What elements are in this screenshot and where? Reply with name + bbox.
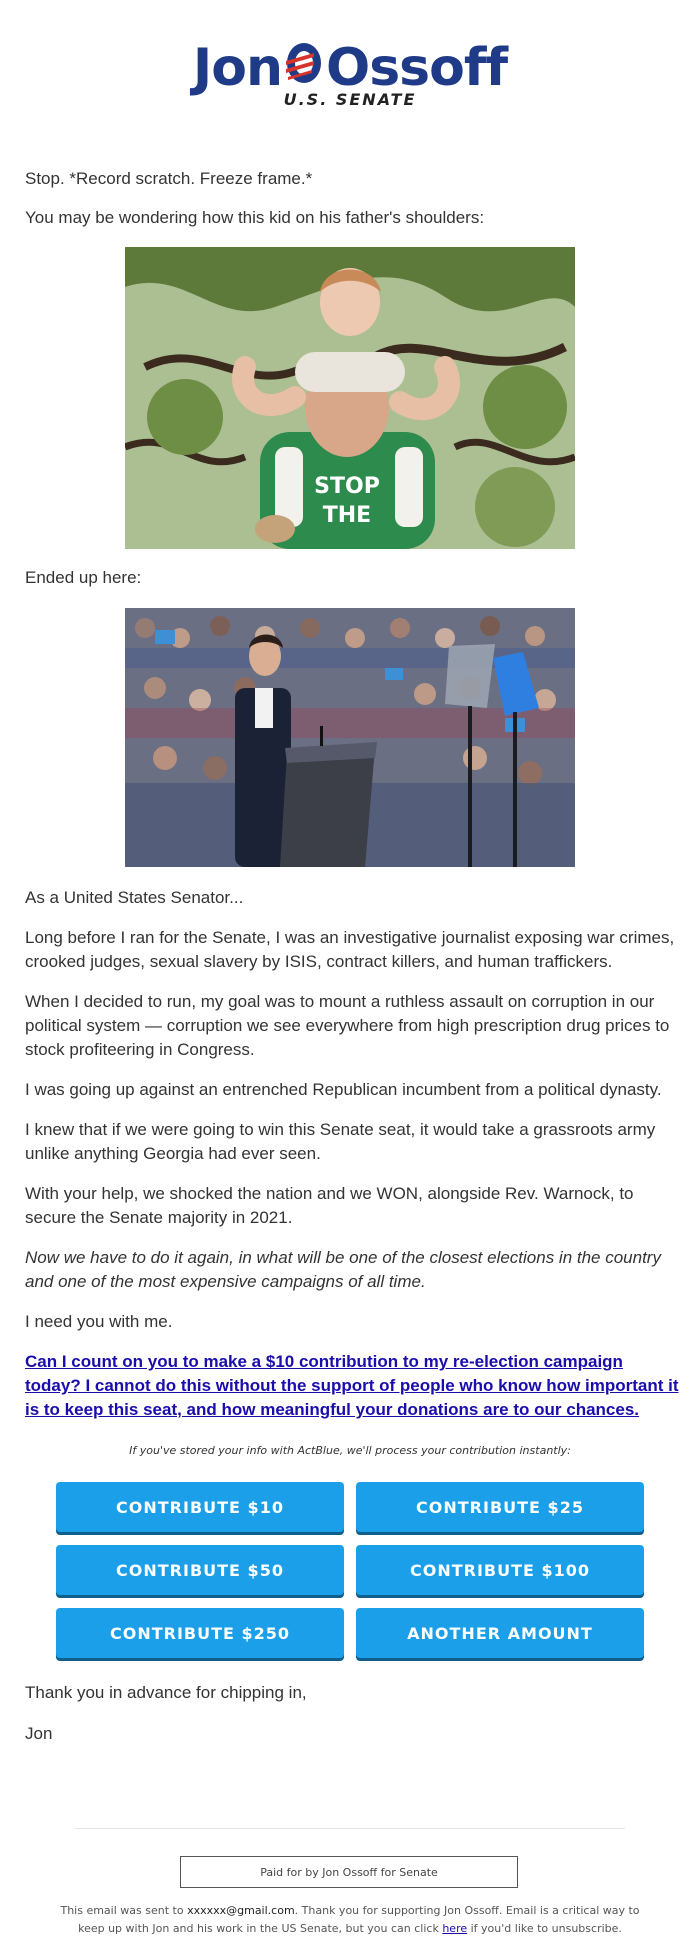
recipient-email: xxxxxx@gmail.com [187, 1904, 295, 1917]
paragraph-need-you: I need you with me. [25, 1312, 173, 1331]
paid-for-disclaimer: Paid for by Jon Ossoff for Senate [180, 1856, 518, 1888]
paragraph-kid: You may be wondering how this kid on his father's shoulders: [25, 208, 485, 227]
paragraph-again: Now we have to do it again, in what will be one of the closest elections in the country and one of the most expensive campaigns of all time. [25, 1248, 661, 1291]
signature: Jon [25, 1724, 53, 1743]
footer-mid: . Thank you for supporting Jon Ossoff. Email is a critical way to keep up with Jon and his work in the US Senate, but you can click [78, 1904, 640, 1935]
actblue-note: If you've stored your info with ActBlue, we'll process your contribution instantly: [129, 1444, 571, 1457]
logo-name-right: Ossoff [326, 38, 508, 98]
flag-o-icon [284, 40, 324, 96]
paragraph-senator: As a United States Senator... [25, 888, 244, 907]
intro-line: Stop. *Record scratch. Freeze frame.* [25, 169, 313, 188]
paragraph-incumbent: I was going up against an entrenched Republican incumbent from a political dynasty. [25, 1080, 662, 1099]
paragraph-corruption: When I decided to run, my goal was to mount a ruthless assault on corruption in our political system — corruption we see everywhere from high prescription drug prices to stock profiteering in Congress. [25, 992, 670, 1059]
footer-post: if you'd like to unsubscribe. [467, 1922, 622, 1935]
ossoff-senate-logo [0, 40, 700, 120]
logo-wordmark [193, 40, 507, 96]
unsubscribe-link[interactable]: here [442, 1922, 468, 1935]
contribute-250-button[interactable]: CONTRIBUTE $250 [56, 1608, 344, 1658]
logo-name-left: Jon [192, 38, 282, 98]
footer-pre: This email was sent to [60, 1904, 188, 1917]
footer-divider [75, 1828, 625, 1829]
paragraph-journalist: Long before I ran for the Senate, I was an investigative journalist exposing war crimes, crooked judges, sexual slavery by ISIS, contract killers, and human traffickers. [25, 928, 675, 971]
senator-podium-photo [125, 608, 575, 867]
another-amount-button[interactable]: ANOTHER AMOUNT [356, 1608, 644, 1658]
logo-subtitle: U.S. SENATE [283, 90, 417, 109]
paragraph-ended-up: Ended up here: [25, 568, 142, 587]
footer-text [60, 1902, 640, 1938]
contribute-10-button[interactable]: CONTRIBUTE $10 [56, 1482, 344, 1532]
paragraph-grassroots: I knew that if we were going to win this Senate seat, it would take a grassroots army unlike anything Georgia had ever seen. [25, 1120, 656, 1163]
childhood-photo [125, 247, 575, 549]
contribute-50-button[interactable]: CONTRIBUTE $50 [56, 1545, 344, 1595]
contribution-ask-link[interactable]: Can I count on you to make a $10 contribution to my re-election campaign today? I cannot do this without the support of people who know how important it is to keep this seat, and how meaningful your donations are to our chances. [25, 1352, 679, 1419]
contribute-25-button[interactable]: CONTRIBUTE $25 [356, 1482, 644, 1532]
shirt-text-line1: STOP [314, 474, 380, 499]
shirt-text-line2: THE [322, 503, 372, 528]
sign-off: Thank you in advance for chipping in, [25, 1683, 307, 1702]
contribute-100-button[interactable]: CONTRIBUTE $100 [356, 1545, 644, 1595]
paragraph-won: With your help, we shocked the nation and we WON, alongside Rev. Warnock, to secure the Senate majority in 2021. [25, 1184, 634, 1227]
